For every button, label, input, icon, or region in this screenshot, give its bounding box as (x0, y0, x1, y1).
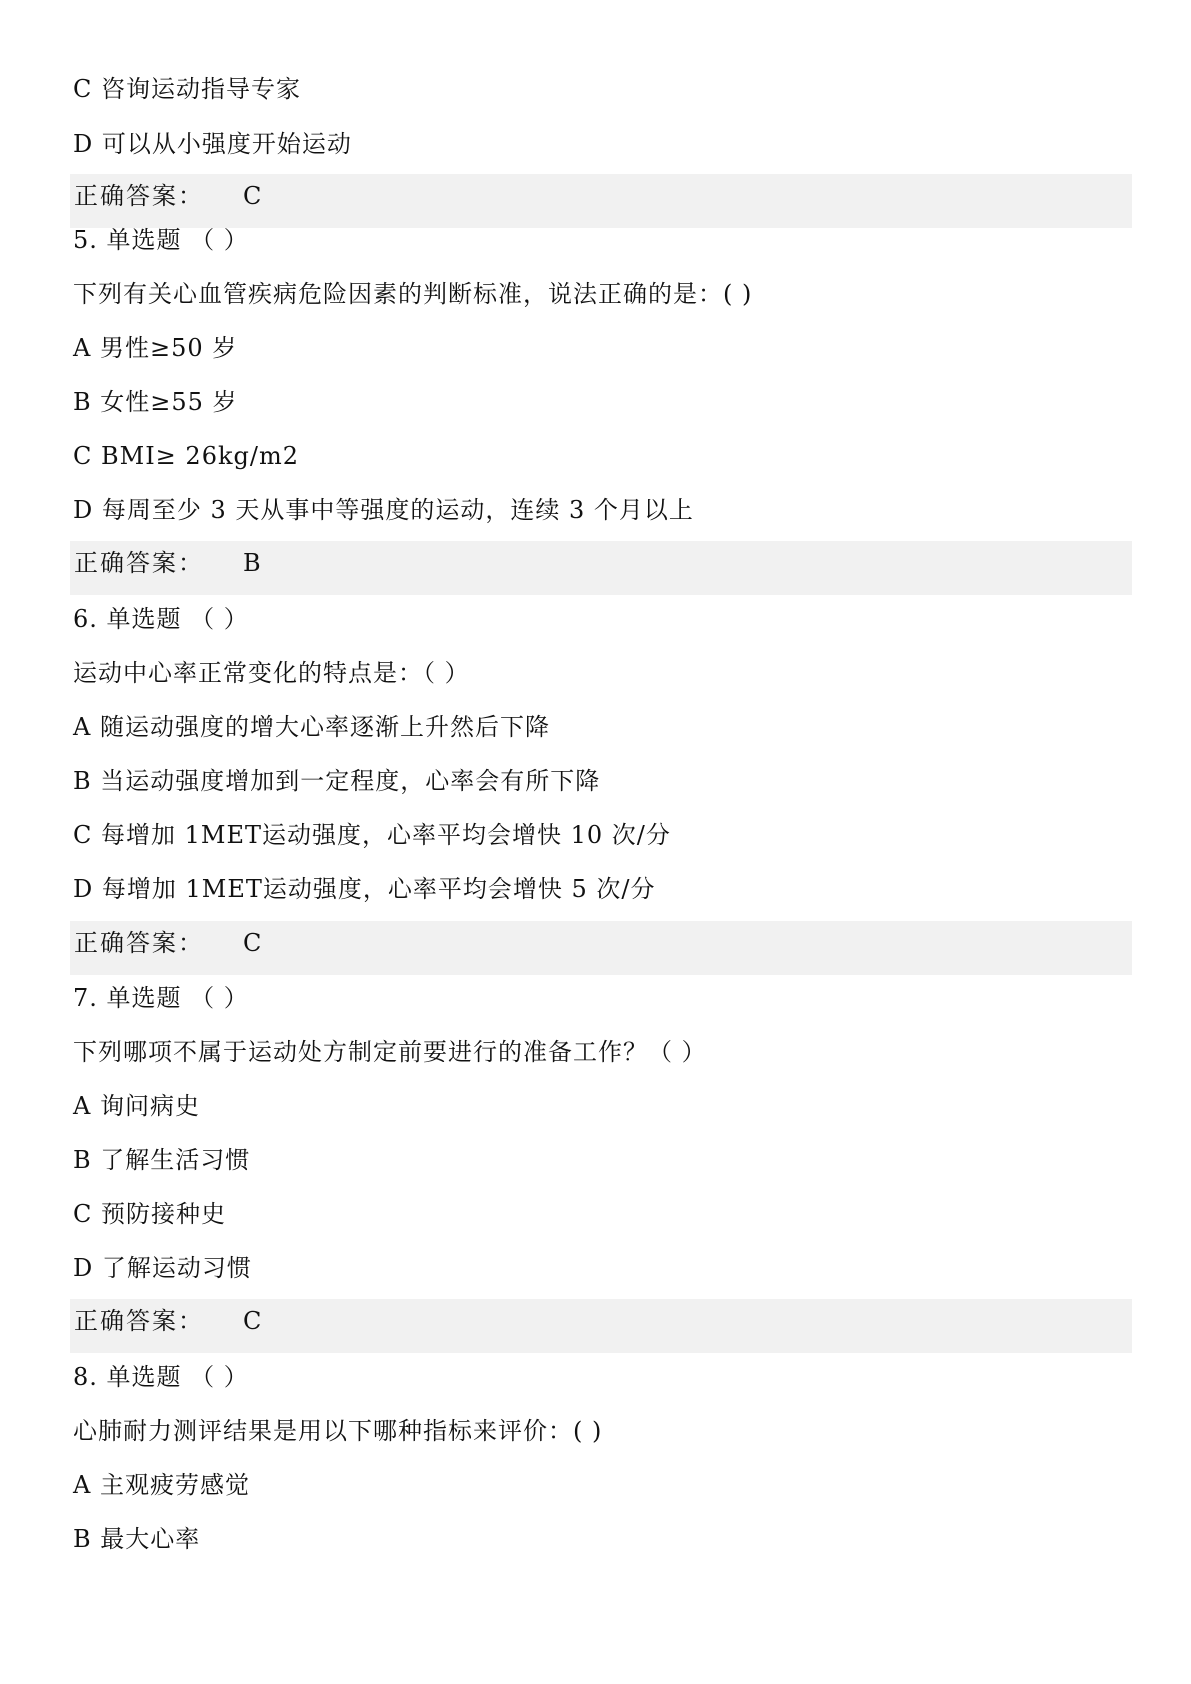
answer-label: 正确答案： (74, 929, 204, 957)
answer-label: 正确答案： (74, 182, 204, 210)
question-header: 8. 单选题 （ ） (73, 1363, 249, 1391)
option-d: D 了解运动习惯 (73, 1254, 252, 1282)
question-header: 7. 单选题 （ ） (73, 984, 249, 1012)
option-a: A 男性≥50 岁 (73, 334, 238, 362)
option-d: D 可以从小强度开始运动 (73, 130, 352, 158)
option-d: D 每增加 1MET运动强度，心率平均会增快 5 次/分 (73, 875, 656, 903)
option-c: C 预防接种史 (73, 1200, 226, 1228)
question-stem: 运动中心率正常变化的特点是：（ ） (73, 659, 470, 687)
question-header: 6. 单选题 （ ） (73, 605, 249, 633)
option-b: B 最大心率 (73, 1525, 201, 1553)
option-b: B 女性≥55 岁 (73, 388, 238, 416)
option-c: C 每增加 1MET运动强度，心率平均会增快 10 次/分 (73, 821, 671, 849)
question-header: 5. 单选题 （ ） (73, 226, 249, 254)
option-a: A 主观疲劳感觉 (73, 1471, 250, 1499)
answer-bar (70, 1299, 1132, 1353)
question-stem: 下列哪项不属于运动处方制定前要进行的准备工作？（ ） (73, 1038, 707, 1066)
option-c: C 咨询运动指导专家 (73, 75, 301, 103)
question-stem: 下列有关心血管疾病危险因素的判断标准，说法正确的是：( ) (73, 280, 753, 308)
answer-bar (70, 921, 1132, 975)
question-stem: 心肺耐力测评结果是用以下哪种指标来评价：( ) (73, 1417, 603, 1445)
answer-label: 正确答案： (74, 1307, 204, 1335)
option-a: A 询问病史 (73, 1092, 200, 1120)
answer-bar (70, 541, 1132, 595)
answer-value: C (243, 1307, 262, 1335)
option-b: B 当运动强度增加到一定程度，心率会有所下降 (73, 767, 601, 795)
option-a: A 随运动强度的增大心率逐渐上升然后下降 (73, 713, 550, 741)
answer-label: 正确答案： (74, 549, 204, 577)
answer-value: C (243, 182, 262, 210)
option-b: B 了解生活习惯 (73, 1146, 251, 1174)
option-d: D 每周至少 3 天从事中等强度的运动，连续 3 个月以上 (73, 496, 694, 524)
answer-bar (70, 174, 1132, 228)
answer-value: C (243, 929, 262, 957)
option-c: C BMI≥ 26kg/m2 (73, 442, 299, 470)
answer-value: B (243, 549, 261, 577)
